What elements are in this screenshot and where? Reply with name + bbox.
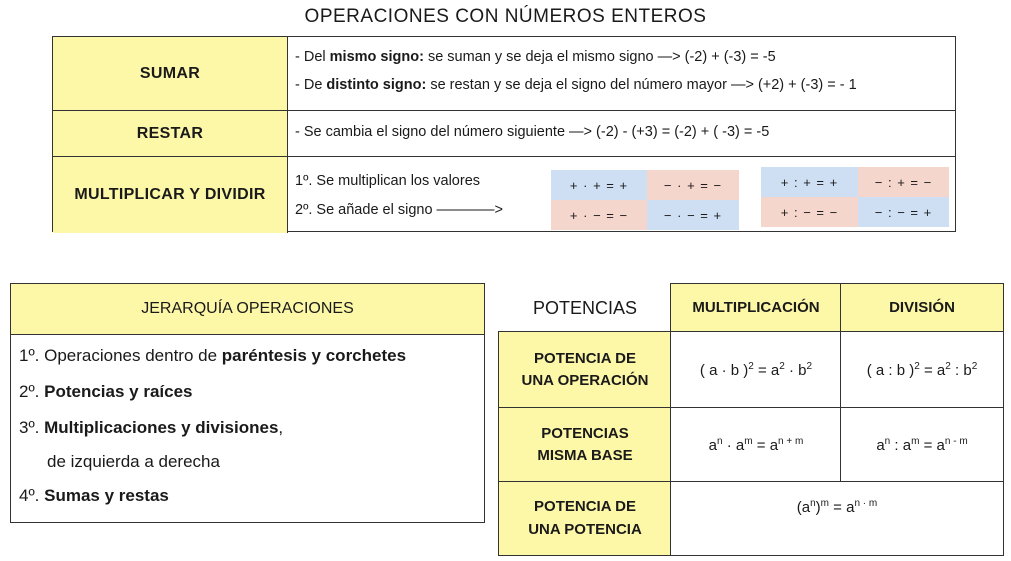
sumar-rule-different-sign: - De distinto signo: se restan y se deja el signo del número mayor —> (+2) + (-3) = - 1: [295, 77, 857, 93]
row-sumar: [53, 37, 955, 111]
sumar-rule-same-sign: - Del mismo signo: se suman y se deja el mismo signo —> (-2) + (-3) = -5: [295, 49, 776, 65]
row-header-power-of-operation: [498, 331, 672, 409]
col-header-division: DIVISIÓN: [840, 283, 1004, 333]
sign-rule-mult-pp: + · + = +: [551, 170, 647, 200]
row-header-same-base: [498, 407, 672, 483]
sign-rule-div-pm: + : − = −: [761, 197, 858, 227]
hierarchy-item-3: 3º. Multiplicaciones y divisiones,: [19, 418, 284, 437]
row-multiplicar: [53, 157, 955, 233]
operations-table: [52, 36, 956, 232]
hierarchy-item-3-continuation: de izquierda a derecha: [47, 452, 220, 471]
powers-title: POTENCIAS: [532, 298, 638, 318]
content-sumar: [295, 37, 949, 110]
row1-line-1: POTENCIA DE: [534, 349, 636, 367]
formula-power-of-product: ( a · b )$^2 = a^2 \cdot b^2$: [670, 331, 842, 409]
content-restar: [295, 111, 949, 156]
col-header-multiplication: MULTIPLICACIÓN: [670, 283, 842, 333]
formula-same-base-multiplication: $a^n \cdot a^m = a^{n + m}$: [670, 407, 842, 483]
page-title: OPERACIONES CON NÚMEROS ENTEROS: [304, 6, 707, 27]
row2-line-2: MISMA BASE: [537, 447, 633, 464]
sign-rule-div-mm: − : − = +: [858, 197, 949, 227]
formula-same-base-division: $a^n$ : $a^m = a^{n - m}$: [840, 407, 1004, 483]
sign-rule-mult-mm: − · − = +: [647, 200, 739, 230]
row-restar: [53, 111, 955, 157]
row3-line-2: UNA POTENCIA: [528, 520, 642, 538]
multiplicar-step-1: 1º. Se multiplican los valores: [295, 173, 481, 189]
sign-rule-div-mp: − : + = −: [858, 167, 949, 197]
formula-power-of-power: $(a^n)^m = a^{n \cdot m}$: [670, 481, 1004, 556]
label-sumar: SUMAR: [53, 37, 288, 110]
hierarchy-header: JERARQUÍA OPERACIONES: [11, 284, 484, 335]
row2-line-1: POTENCIAS: [541, 424, 629, 442]
formula-power-of-quotient: ( a : b )$^2 = a^2$ : $b^2$: [840, 331, 1004, 409]
row-header-power-of-power: [498, 481, 672, 556]
hierarchy-box: [10, 283, 485, 523]
hierarchy-item-4: 4º. Sumas y restas: [19, 486, 169, 505]
sign-rule-div-pp: + : + = +: [761, 167, 858, 197]
label-multiplicar: MULTIPLICAR Y DIVIDIR: [53, 157, 288, 233]
multiplicar-step-2: 2º. Se añade el signo ————>: [295, 202, 504, 218]
row3-line-1: POTENCIA DE: [534, 498, 636, 515]
label-restar: RESTAR: [53, 111, 288, 156]
sign-rule-mult-mp: − · + = −: [647, 170, 739, 200]
hierarchy-item-2: 2º. Potencias y raíces: [19, 382, 193, 401]
row1-line-2: UNA OPERACIÓN: [521, 372, 649, 389]
restar-rule: - Se cambia el signo del número siguiente —> (-2) - (+3) = (-2) + ( -3) = -5: [295, 124, 770, 140]
powers-table: [498, 283, 1005, 556]
sign-rule-mult-pm: + · − = −: [551, 200, 647, 230]
hierarchy-item-1: 1º. Operaciones dentro de paréntesis y corchetes: [19, 346, 407, 365]
